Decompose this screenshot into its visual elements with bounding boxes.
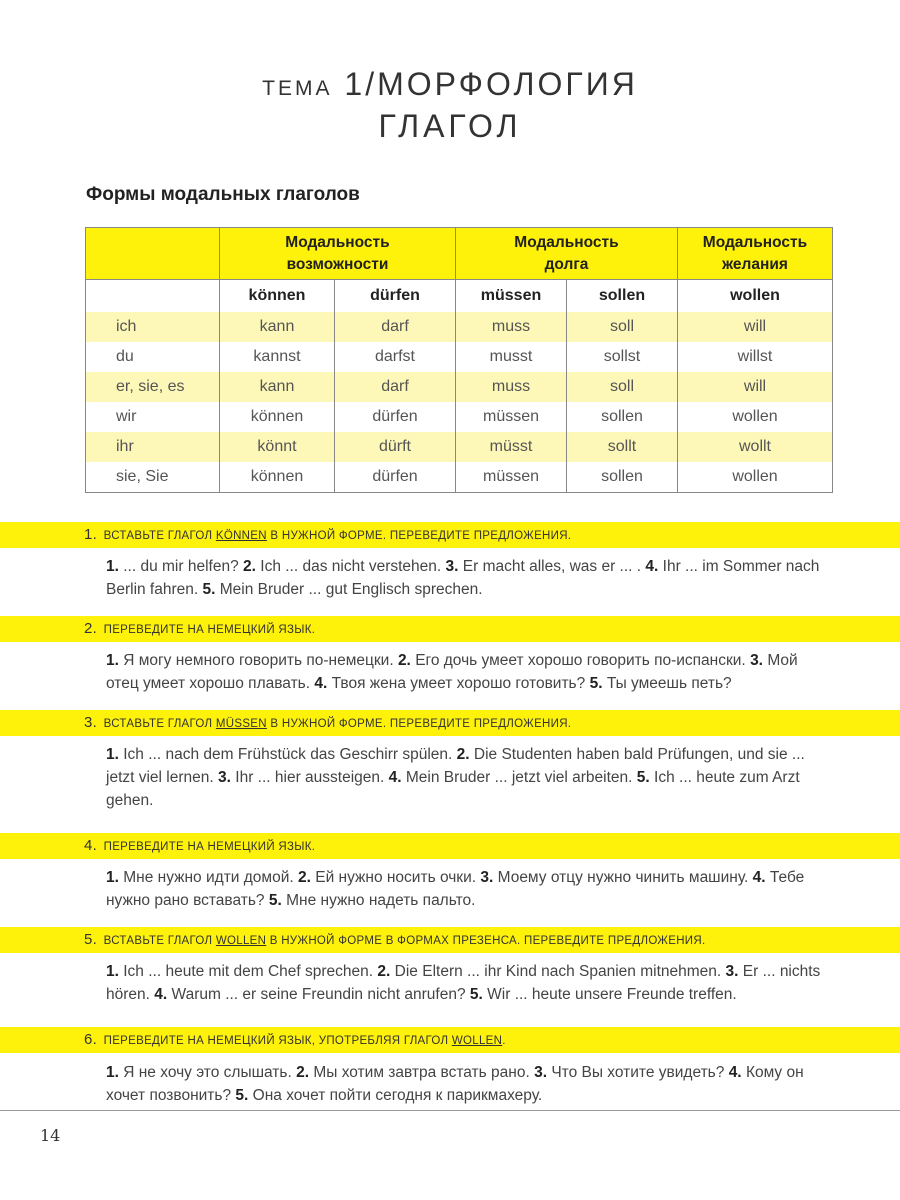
table-row: [86, 402, 833, 432]
table-corner-cell: [86, 228, 220, 280]
form-cell: muss: [456, 312, 567, 342]
item-text: Мне нужно надеть пальто.: [286, 892, 476, 909]
form-cell: darf: [335, 372, 456, 402]
instruction-text: В НУЖНОЙ ФОРМЕ В ФОРМАХ ПРЕЗЕНСА. ПЕРЕВЕДИТЕ ПРЕДЛОЖЕНИЯ.: [269, 935, 706, 947]
instruction-keyword: WOLLEN: [451, 1035, 503, 1047]
form-cell: soll: [567, 312, 678, 342]
item-text: Ihr ... im Sommer nach Berlin fahren.: [106, 558, 820, 598]
item-text: Ich ... das nicht verstehen.: [260, 558, 442, 575]
item-text: Er macht alles, was er ... .: [462, 558, 642, 575]
instruction-keyword: KÖNNEN: [215, 530, 267, 542]
item-text: Ich ... nach dem Frühstück das Geschirr spülen.: [123, 746, 453, 763]
exercise-4-instruction: [84, 833, 315, 860]
exercise-6-body: [106, 1061, 834, 1107]
form-cell: soll: [567, 372, 678, 402]
form-cell: musst: [456, 342, 567, 372]
page-title: [0, 66, 900, 103]
tema-label: ТЕМА: [262, 77, 333, 100]
item-text: Ich ... heute mit dem Chef sprechen.: [123, 963, 374, 980]
exercise-number: 3.: [84, 714, 98, 731]
item-number: 4.: [728, 1064, 742, 1081]
exercise-number: 4.: [84, 837, 98, 854]
item-text: Я могу немного говорить по-немецки.: [123, 652, 394, 669]
item-number: 3.: [445, 558, 459, 575]
section-title: Формы модальных глаголов: [86, 184, 360, 205]
form-cell: müssen: [456, 462, 567, 493]
pronoun-cell: du: [116, 348, 134, 365]
form-cell: müsst: [456, 432, 567, 462]
group-header-desire: [678, 228, 833, 280]
item-number: 5.: [268, 892, 282, 909]
form-cell: wollen: [678, 462, 833, 493]
group-header-obligation: [456, 228, 678, 280]
item-number: 2.: [397, 652, 411, 669]
item-text: Ich ... heute zum Arzt gehen.: [106, 769, 800, 809]
item-text: Мы хотим завтра встать рано.: [313, 1064, 530, 1081]
item-text: Его дочь умеет хорошо говорить по-испански.: [415, 652, 746, 669]
item-text: Она хочет пойти сегодня к парикмахеру.: [252, 1087, 543, 1104]
item-number: 2.: [456, 746, 470, 763]
exercise-5-instruction: [84, 927, 705, 954]
table-row: [86, 462, 833, 493]
instruction-text: В НУЖНОЙ ФОРМЕ. ПЕРЕВЕДИТЕ ПРЕДЛОЖЕНИЯ.: [270, 718, 572, 730]
item-text: Мне нужно идти домой.: [123, 869, 294, 886]
group-header-line: желания: [722, 255, 788, 273]
group-header-line: Модальность: [285, 233, 390, 251]
verb-header: sollen: [567, 280, 678, 313]
item-text: Что Вы хотите увидеть?: [551, 1064, 725, 1081]
form-cell: darfst: [335, 342, 456, 372]
item-number: 4.: [645, 558, 659, 575]
item-number: 4.: [752, 869, 766, 886]
table-row: [86, 372, 833, 402]
instruction-text: .: [502, 1035, 506, 1047]
form-cell: können: [220, 402, 335, 432]
item-text: Er ... nichts hören.: [106, 963, 821, 1003]
item-text: Мой отец умеет хорошо плавать.: [106, 652, 798, 692]
exercise-3-instruction: [84, 710, 571, 737]
item-number: 1.: [106, 869, 119, 886]
pronoun-cell: sie, Sie: [116, 468, 169, 485]
item-number: 1.: [106, 1064, 119, 1081]
form-cell: dürfen: [335, 462, 456, 493]
item-text: Mein Bruder ... jetzt viel arbeiten.: [405, 769, 633, 786]
form-cell: kann: [220, 312, 335, 342]
table-empty-cell: [86, 280, 220, 313]
instruction-text: ПЕРЕВЕДИТЕ НА НЕМЕЦКИЙ ЯЗЫК, УПОТРЕБЛЯЯ ГЛАГОЛ: [103, 1035, 449, 1047]
item-number: 2.: [243, 558, 256, 575]
group-header-line: Модальность: [514, 233, 619, 251]
item-text: Die Eltern ... ihr Kind nach Spanien mitnehmen.: [394, 963, 722, 980]
instruction-text: ВСТАВЬТЕ ГЛАГОЛ: [103, 935, 213, 947]
page-number: 14: [40, 1126, 61, 1145]
item-number: 3.: [750, 652, 763, 669]
exercise-number: 2.: [84, 620, 98, 637]
item-text: Die Studenten haben bald Prüfungen, und sie ... jetzt viel lernen.: [106, 746, 805, 786]
table-verb-header-row: [86, 280, 833, 313]
modal-verbs-table: [85, 227, 833, 493]
item-text: Wir ... heute unsere Freunde treffen.: [487, 986, 737, 1003]
item-text: Mein Bruder ... gut Englisch sprechen.: [219, 581, 483, 598]
pronoun-cell: ihr: [86, 432, 220, 462]
instruction-text: ПЕРЕВЕДИТЕ НА НЕМЕЦКИЙ ЯЗЫК.: [103, 624, 316, 636]
item-number: 1.: [106, 746, 119, 763]
exercise-2-instruction: [84, 616, 315, 643]
verb-header: müssen: [456, 280, 567, 313]
instruction-keyword: MÜSSEN: [215, 718, 267, 730]
item-number: 2.: [296, 1064, 310, 1081]
verb-header: dürfen: [335, 280, 456, 313]
table-group-header-row: [86, 228, 833, 280]
item-text: Я не хочу это слышать.: [123, 1064, 292, 1081]
form-cell: muss: [456, 372, 567, 402]
item-number: 4.: [388, 769, 402, 786]
item-text: Тебе нужно рано вставать?: [106, 869, 805, 909]
item-text: Ты умеешь петь?: [606, 675, 732, 692]
pronoun-cell: wir: [116, 408, 137, 425]
page-subtitle: ГЛАГОЛ: [378, 108, 522, 144]
form-cell: kannst: [220, 342, 335, 372]
item-number: 3.: [534, 1064, 548, 1081]
exercise-1-body: [106, 555, 834, 601]
form-cell: dürfen: [335, 402, 456, 432]
item-text: Кому он хочет позвонить?: [106, 1064, 804, 1104]
footer-divider: [0, 1110, 900, 1111]
exercise-number: 5.: [84, 931, 98, 948]
exercise-number: 1.: [84, 526, 98, 543]
group-header-line: возможности: [286, 255, 389, 273]
pronoun-cell: ich: [86, 312, 220, 342]
instruction-keyword: WOLLEN: [215, 935, 267, 947]
instruction-text: ВСТАВЬТЕ ГЛАГОЛ: [103, 718, 213, 730]
form-cell: wollen: [678, 402, 833, 432]
form-cell: sollt: [567, 432, 678, 462]
verb-header: können: [220, 280, 335, 313]
table-row: [86, 432, 833, 462]
instruction-text: ПЕРЕВЕДИТЕ НА НЕМЕЦКИЙ ЯЗЫК.: [103, 841, 316, 853]
form-cell: will: [678, 312, 833, 342]
form-cell: darf: [335, 312, 456, 342]
exercise-4-body: [106, 866, 834, 912]
item-text: Warum ... er seine Freundin nicht anrufen?: [171, 986, 466, 1003]
group-header-possibility: [220, 228, 456, 280]
item-number: 1.: [106, 558, 119, 575]
tema-number: 1/МОРФОЛОГИЯ: [344, 66, 638, 102]
instruction-text: ВСТАВЬТЕ ГЛАГОЛ: [103, 530, 213, 542]
table-row: [86, 312, 833, 342]
item-number: 2.: [297, 869, 311, 886]
item-number: 5.: [589, 675, 603, 692]
exercise-number: 6.: [84, 1031, 98, 1048]
form-cell: will: [678, 372, 833, 402]
form-cell: sollen: [567, 462, 678, 493]
exercise-6-instruction: [84, 1027, 506, 1054]
exercise-3-body: [106, 743, 834, 812]
exercise-5-body: [106, 960, 834, 1006]
form-cell: sollst: [567, 342, 678, 372]
item-text: Ей нужно носить очки.: [315, 869, 477, 886]
exercise-2-body: [106, 649, 834, 695]
form-cell: sollen: [567, 402, 678, 432]
form-cell: können: [220, 462, 335, 493]
table-row: [86, 342, 833, 372]
item-text: ... du mir helfen?: [123, 558, 239, 575]
instruction-text: В НУЖНОЙ ФОРМЕ. ПЕРЕВЕДИТЕ ПРЕДЛОЖЕНИЯ.: [270, 530, 572, 542]
item-number: 3.: [480, 869, 494, 886]
form-cell: kann: [220, 372, 335, 402]
item-number: 1.: [106, 652, 119, 669]
exercise-1-instruction: [84, 522, 571, 549]
form-cell: dürft: [335, 432, 456, 462]
form-cell: wollt: [678, 432, 833, 462]
item-number: 5.: [202, 581, 216, 598]
item-number: 4.: [154, 986, 168, 1003]
pronoun-cell: er, sie, es: [86, 372, 220, 402]
form-cell: müssen: [456, 402, 567, 432]
item-number: 5.: [235, 1087, 249, 1104]
item-number: 4.: [314, 675, 328, 692]
item-number: 3.: [218, 769, 231, 786]
group-header-line: долга: [544, 255, 589, 273]
item-number: 3.: [725, 963, 739, 980]
item-number: 1.: [106, 963, 119, 980]
form-cell: könnt: [220, 432, 335, 462]
item-text: Ihr ... hier aussteigen.: [235, 769, 385, 786]
item-number: 2.: [377, 963, 391, 980]
item-text: Твоя жена умеет хорошо готовить?: [331, 675, 586, 692]
item-number: 5.: [636, 769, 650, 786]
verb-header: wollen: [678, 280, 833, 313]
form-cell: willst: [678, 342, 833, 372]
group-header-line: Модальность: [702, 233, 808, 251]
item-number: 5.: [469, 986, 483, 1003]
item-text: Моему отцу нужно чинить машину.: [497, 869, 749, 886]
